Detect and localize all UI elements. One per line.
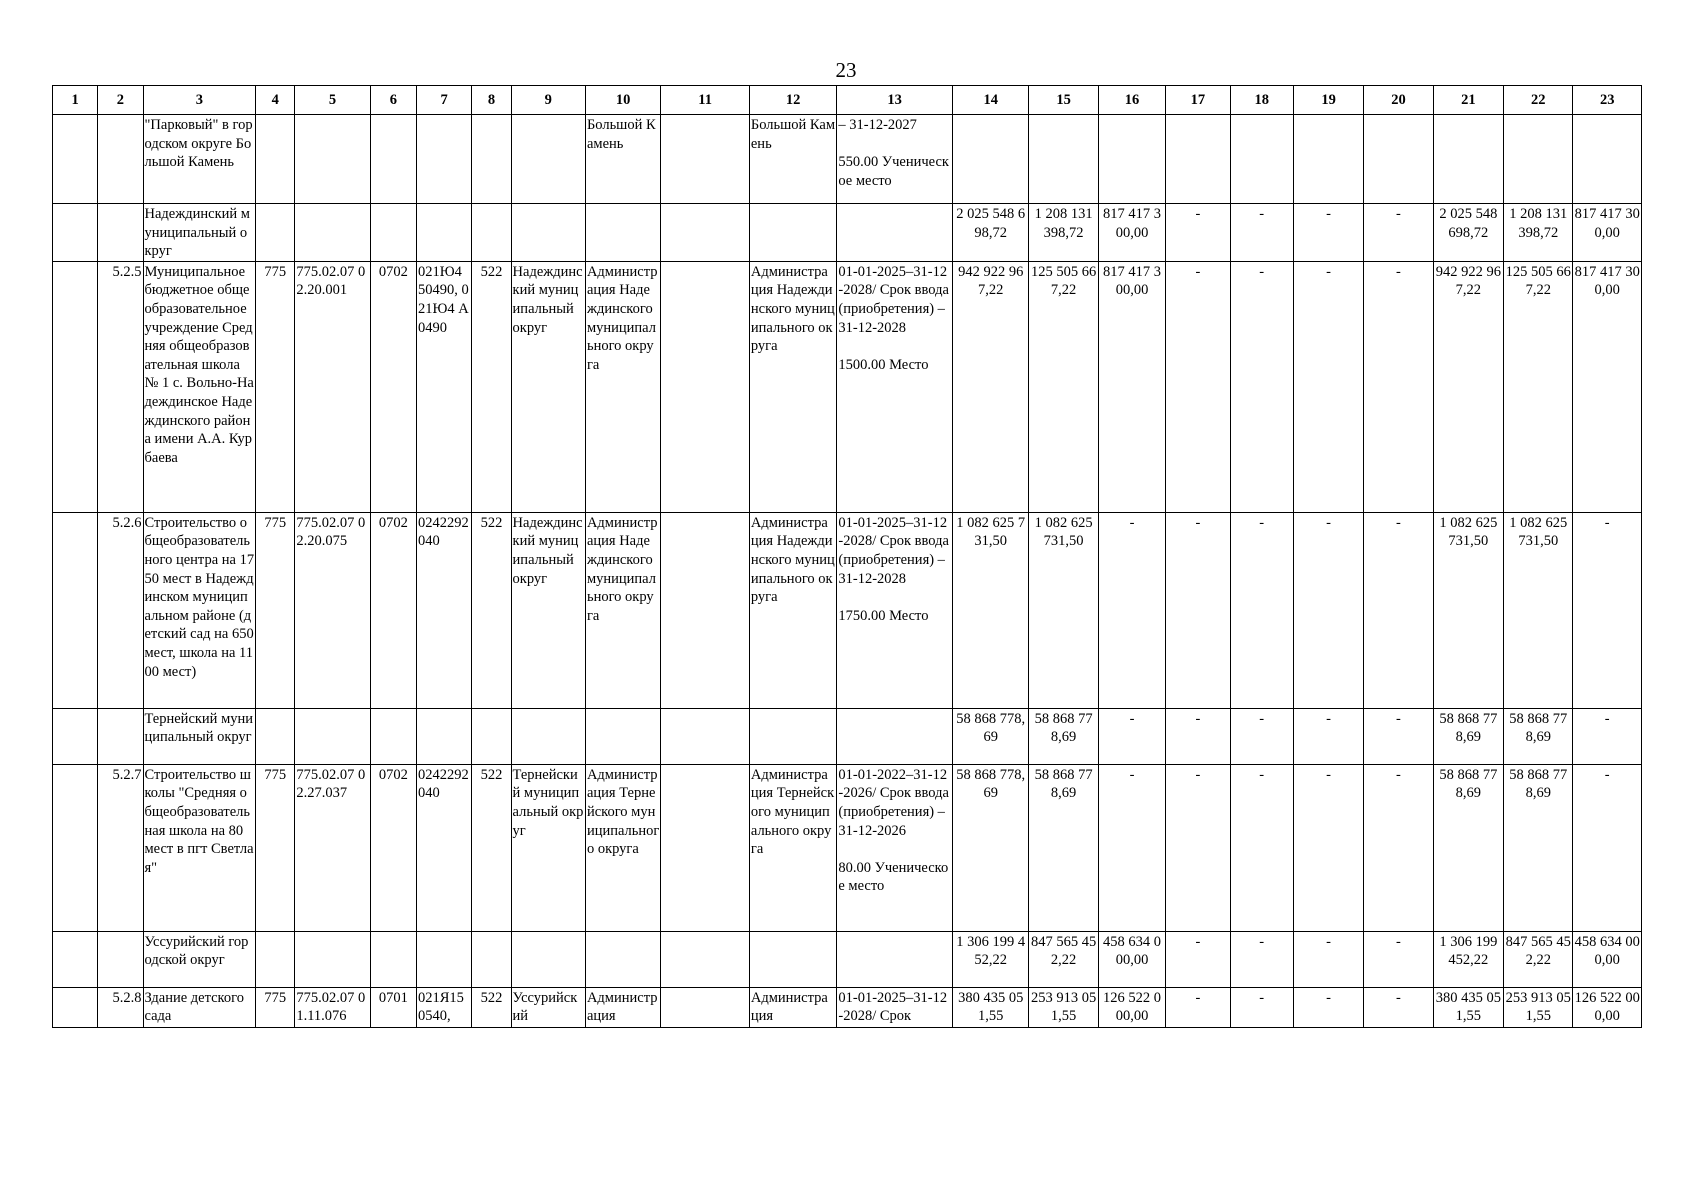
table-cell-col16: 126 522 000,00 <box>1098 987 1165 1027</box>
table-cell-col9: Тернейский муниципальный округ <box>511 764 585 931</box>
table-cell-col11 <box>661 764 750 931</box>
header-cell-3: 3 <box>143 86 256 115</box>
table-cell-col20: - <box>1364 261 1433 512</box>
table-cell-col4 <box>256 115 295 204</box>
table-cell-col22 <box>1504 115 1573 204</box>
table-cell-col2: 5.2.6 <box>98 512 143 708</box>
table-cell-col17: - <box>1166 204 1230 262</box>
table-cell-col15: 58 868 778,69 <box>1029 708 1098 764</box>
table-cell-col23: - <box>1573 708 1642 764</box>
table-cell-col7: 021Я15 0540, <box>417 987 472 1027</box>
table-cell-col17: - <box>1166 987 1230 1027</box>
table-cell-col5: 775.02.07 02.20.001 <box>295 261 370 512</box>
table-cell-col12: Администрация <box>749 987 836 1027</box>
table-cell-col15: 253 913 051,55 <box>1029 987 1098 1027</box>
table-cell-col20: - <box>1364 987 1433 1027</box>
table-cell-col20: - <box>1364 764 1433 931</box>
table-cell-col5: 775.02.07 02.27.037 <box>295 764 370 931</box>
table-cell-col18: - <box>1230 931 1293 987</box>
table-cell-col13 <box>837 708 953 764</box>
table-cell-col9 <box>511 115 585 204</box>
table-row <box>53 115 1642 204</box>
table-cell-col7: 021Ю4 50490, 021Ю4 А0490 <box>417 261 472 512</box>
table-cell-col7 <box>417 708 472 764</box>
table-cell-col10: Администрация Надеждинского муниципального округа <box>585 512 660 708</box>
table-row <box>53 261 1642 512</box>
table-cell-col10: Администрация Тернейского муниципального округа <box>585 764 660 931</box>
table-cell-col3: "Парковый" в городском округе Большой Камень <box>143 115 256 204</box>
table-cell-col3: Муниципальное бюджетное общеобразовательное учреждение Средняя общеобразовательная школа № 1 с. Вольно-Надеждинское Надеждинского района имени А.А. Курбаева <box>143 261 256 512</box>
table-cell-col9 <box>511 204 585 262</box>
table-row <box>53 204 1642 262</box>
table-cell-col3: Уссурийский городской округ <box>143 931 256 987</box>
table-cell-col19: - <box>1293 204 1363 262</box>
header-cell-13: 13 <box>837 86 953 115</box>
table-cell-col18: - <box>1230 512 1293 708</box>
table-cell-col20: - <box>1364 204 1433 262</box>
header-cell-15: 15 <box>1029 86 1098 115</box>
table-cell-col19: - <box>1293 261 1363 512</box>
table-cell-col7 <box>417 931 472 987</box>
table-cell-col19: - <box>1293 764 1363 931</box>
header-cell-14: 14 <box>953 86 1029 115</box>
table-cell-col1 <box>53 512 98 708</box>
table-row <box>53 987 1642 1027</box>
budget-table <box>52 85 1642 1028</box>
table-cell-col13: 01-01-2025–31-12-2028/ Срок ввода (приобретения) – 31-12-2028 1750.00 Место <box>837 512 953 708</box>
table-cell-col6 <box>370 931 416 987</box>
table-cell-col9: Надеждинский муниципальный округ <box>511 261 585 512</box>
table-cell-col14: 58 868 778,69 <box>953 708 1029 764</box>
table-cell-col16 <box>1098 115 1165 204</box>
table-cell-col15 <box>1029 115 1098 204</box>
table-cell-col22: 1 208 131 398,72 <box>1504 204 1573 262</box>
table-cell-col2 <box>98 204 143 262</box>
table-cell-col17 <box>1166 115 1230 204</box>
header-cell-9: 9 <box>511 86 585 115</box>
table-cell-col3: Здание детского сада <box>143 987 256 1027</box>
table-cell-col8 <box>472 115 511 204</box>
table-cell-col21: 1 306 199 452,22 <box>1433 931 1503 987</box>
header-cell-10: 10 <box>585 86 660 115</box>
table-cell-col2 <box>98 115 143 204</box>
table-cell-col23: 817 417 300,00 <box>1573 204 1642 262</box>
table-cell-col9: Уссурийский <box>511 987 585 1027</box>
table-cell-col14: 58 868 778,69 <box>953 764 1029 931</box>
header-cell-18: 18 <box>1230 86 1293 115</box>
table-cell-col14: 1 082 625 731,50 <box>953 512 1029 708</box>
table-cell-col21: 58 868 778,69 <box>1433 764 1503 931</box>
table-cell-col12: Администрация Надеждинского муниципального округа <box>749 261 836 512</box>
page-number: 23 <box>835 58 857 82</box>
table-cell-col8 <box>472 708 511 764</box>
table-cell-col13: 01-01-2025–31-12-2028/ Срок ввода (приобретения) – 31-12-2028 1500.00 Место <box>837 261 953 512</box>
table-row <box>53 512 1642 708</box>
table-cell-col9 <box>511 708 585 764</box>
table-cell-col2: 5.2.5 <box>98 261 143 512</box>
table-cell-col1 <box>53 261 98 512</box>
table-cell-col21: 58 868 778,69 <box>1433 708 1503 764</box>
table-cell-col15: 58 868 778,69 <box>1029 764 1098 931</box>
table-cell-col10: Большой Камень <box>585 115 660 204</box>
table-cell-col18: - <box>1230 764 1293 931</box>
table-cell-col12: Администрация Тернейского муниципального округа <box>749 764 836 931</box>
table-cell-col4: 775 <box>256 512 295 708</box>
table-cell-col3: Строительство общеобразовательного центра на 1750 мест в Надеждинском муниципальном районе (детский сад на 650 мест, школа на 1100 мест) <box>143 512 256 708</box>
table-cell-col19: - <box>1293 987 1363 1027</box>
table-cell-col4: 775 <box>256 764 295 931</box>
table-cell-col8: 522 <box>472 261 511 512</box>
table-cell-col6: 0702 <box>370 512 416 708</box>
table-cell-col8: 522 <box>472 512 511 708</box>
table-cell-col10 <box>585 204 660 262</box>
table-cell-col11 <box>661 987 750 1027</box>
table-cell-col16: - <box>1098 708 1165 764</box>
table-cell-col23: - <box>1573 512 1642 708</box>
table-cell-col1 <box>53 987 98 1027</box>
table-cell-col22: 1 082 625 731,50 <box>1504 512 1573 708</box>
table-cell-col8 <box>472 204 511 262</box>
table-cell-col9 <box>511 931 585 987</box>
table-cell-col1 <box>53 764 98 931</box>
table-cell-col22: 58 868 778,69 <box>1504 708 1573 764</box>
table-cell-col7 <box>417 115 472 204</box>
table-row <box>53 708 1642 764</box>
table-cell-col13: 01-01-2025–31-12-2028/ Срок <box>837 987 953 1027</box>
table-cell-col14: 942 922 967,22 <box>953 261 1029 512</box>
header-cell-6: 6 <box>370 86 416 115</box>
table-cell-col19: - <box>1293 931 1363 987</box>
header-cell-22: 22 <box>1504 86 1573 115</box>
table-cell-col18: - <box>1230 708 1293 764</box>
header-cell-4: 4 <box>256 86 295 115</box>
table-cell-col5 <box>295 115 370 204</box>
table-cell-col14 <box>953 115 1029 204</box>
table-cell-col14: 2 025 548 698,72 <box>953 204 1029 262</box>
header-cell-20: 20 <box>1364 86 1433 115</box>
table-cell-col12 <box>749 204 836 262</box>
table-cell-col3: Тернейский муниципальный округ <box>143 708 256 764</box>
table-cell-col8: 522 <box>472 764 511 931</box>
table-cell-col2 <box>98 708 143 764</box>
table-cell-col3: Строительство школы "Средняя общеобразовательная школа на 80 мест в пгт Светлая" <box>143 764 256 931</box>
header-cell-12: 12 <box>749 86 836 115</box>
table-cell-col8 <box>472 931 511 987</box>
table-cell-col2: 5.2.8 <box>98 987 143 1027</box>
table-cell-col19: - <box>1293 708 1363 764</box>
table-cell-col11 <box>661 261 750 512</box>
table-cell-col20: - <box>1364 931 1433 987</box>
table-cell-col10: Администрация Надеждинского муниципального округа <box>585 261 660 512</box>
table-cell-col6 <box>370 204 416 262</box>
table-cell-col12 <box>749 931 836 987</box>
header-cell-2: 2 <box>98 86 143 115</box>
table-cell-col22: 58 868 778,69 <box>1504 764 1573 931</box>
table-cell-col7: 0242292040 <box>417 512 472 708</box>
header-row <box>53 86 1642 115</box>
table-cell-col12: Большой Камень <box>749 115 836 204</box>
table-cell-col11 <box>661 115 750 204</box>
table-cell-col1 <box>53 115 98 204</box>
table-cell-col7: 0242292040 <box>417 764 472 931</box>
table-cell-col13 <box>837 204 953 262</box>
table-cell-col13: 01-01-2022–31-12-2026/ Срок ввода (приобретения) – 31-12-2026 80.00 Ученическое место <box>837 764 953 931</box>
table-cell-col4: 775 <box>256 261 295 512</box>
table-cell-col21: 2 025 548 698,72 <box>1433 204 1503 262</box>
table-cell-col10: Администрация <box>585 987 660 1027</box>
table-cell-col4: 775 <box>256 987 295 1027</box>
table-cell-col15: 1 208 131 398,72 <box>1029 204 1098 262</box>
table-cell-col1 <box>53 204 98 262</box>
header-cell-8: 8 <box>472 86 511 115</box>
table-cell-col11 <box>661 512 750 708</box>
table-cell-col18: - <box>1230 204 1293 262</box>
table-cell-col15: 1 082 625 731,50 <box>1029 512 1098 708</box>
table-cell-col15: 847 565 452,22 <box>1029 931 1098 987</box>
table-cell-col22: 847 565 452,22 <box>1504 931 1573 987</box>
header-cell-5: 5 <box>295 86 370 115</box>
table-cell-col6: 0702 <box>370 261 416 512</box>
table-cell-col13 <box>837 931 953 987</box>
table-cell-col18 <box>1230 115 1293 204</box>
table-cell-col17: - <box>1166 512 1230 708</box>
table-cell-col2: 5.2.7 <box>98 764 143 931</box>
table-cell-col11 <box>661 204 750 262</box>
table-cell-col21: 1 082 625 731,50 <box>1433 512 1503 708</box>
table-row <box>53 931 1642 987</box>
table-cell-col14: 1 306 199 452,22 <box>953 931 1029 987</box>
header-cell-17: 17 <box>1166 86 1230 115</box>
table-cell-col6: 0701 <box>370 987 416 1027</box>
header-cell-16: 16 <box>1098 86 1165 115</box>
table-cell-col5 <box>295 204 370 262</box>
table-cell-col10 <box>585 708 660 764</box>
table-cell-col16: - <box>1098 764 1165 931</box>
table-cell-col18: - <box>1230 261 1293 512</box>
table-cell-col17: - <box>1166 764 1230 931</box>
table-cell-col5 <box>295 931 370 987</box>
table-cell-col17: - <box>1166 931 1230 987</box>
table-cell-col5 <box>295 708 370 764</box>
table-cell-col15: 125 505 667,22 <box>1029 261 1098 512</box>
table-cell-col21 <box>1433 115 1503 204</box>
table-cell-col13: – 31-12-2027 550.00 Ученическое место <box>837 115 953 204</box>
table-cell-col9: Надеждинский муниципальный округ <box>511 512 585 708</box>
table-cell-col1 <box>53 931 98 987</box>
table-cell-col10 <box>585 931 660 987</box>
table-cell-col16: 458 634 000,00 <box>1098 931 1165 987</box>
table-cell-col19: - <box>1293 512 1363 708</box>
table-cell-col4 <box>256 708 295 764</box>
table-cell-col12 <box>749 708 836 764</box>
table-cell-col23: 817 417 300,00 <box>1573 261 1642 512</box>
table-cell-col22: 253 913 051,55 <box>1504 987 1573 1027</box>
table-cell-col6: 0702 <box>370 764 416 931</box>
table-cell-col17: - <box>1166 261 1230 512</box>
table-cell-col16: - <box>1098 512 1165 708</box>
table-cell-col17: - <box>1166 708 1230 764</box>
table-cell-col22: 125 505 667,22 <box>1504 261 1573 512</box>
table-cell-col7 <box>417 204 472 262</box>
table-cell-col20: - <box>1364 512 1433 708</box>
header-cell-21: 21 <box>1433 86 1503 115</box>
table-cell-col5: 775.02.07 02.20.075 <box>295 512 370 708</box>
table-cell-col23 <box>1573 115 1642 204</box>
header-cell-23: 23 <box>1573 86 1642 115</box>
table-cell-col23: - <box>1573 764 1642 931</box>
table-cell-col18: - <box>1230 987 1293 1027</box>
table-cell-col3: Надеждинский муниципальный округ <box>143 204 256 262</box>
table-cell-col2 <box>98 931 143 987</box>
table-cell-col11 <box>661 708 750 764</box>
table-cell-col6 <box>370 115 416 204</box>
header-cell-19: 19 <box>1293 86 1363 115</box>
table-cell-col14: 380 435 051,55 <box>953 987 1029 1027</box>
table-cell-col4 <box>256 931 295 987</box>
table-cell-col20 <box>1364 115 1433 204</box>
table-cell-col21: 380 435 051,55 <box>1433 987 1503 1027</box>
table-cell-col8: 522 <box>472 987 511 1027</box>
table-cell-col23: 126 522 000,00 <box>1573 987 1642 1027</box>
header-cell-7: 7 <box>417 86 472 115</box>
table-cell-col23: 458 634 000,00 <box>1573 931 1642 987</box>
table-cell-col11 <box>661 931 750 987</box>
table-cell-col19 <box>1293 115 1363 204</box>
table-cell-col20: - <box>1364 708 1433 764</box>
header-cell-11: 11 <box>661 86 750 115</box>
table-cell-col16: 817 417 300,00 <box>1098 261 1165 512</box>
table-cell-col5: 775.02.07 01.11.076 <box>295 987 370 1027</box>
header-cell-1: 1 <box>53 86 98 115</box>
table-cell-col1 <box>53 708 98 764</box>
table-cell-col6 <box>370 708 416 764</box>
table-cell-col12: Администрация Надеждинского муниципального округа <box>749 512 836 708</box>
table-cell-col16: 817 417 300,00 <box>1098 204 1165 262</box>
table-cell-col21: 942 922 967,22 <box>1433 261 1503 512</box>
table-cell-col4 <box>256 204 295 262</box>
table-row <box>53 764 1642 931</box>
